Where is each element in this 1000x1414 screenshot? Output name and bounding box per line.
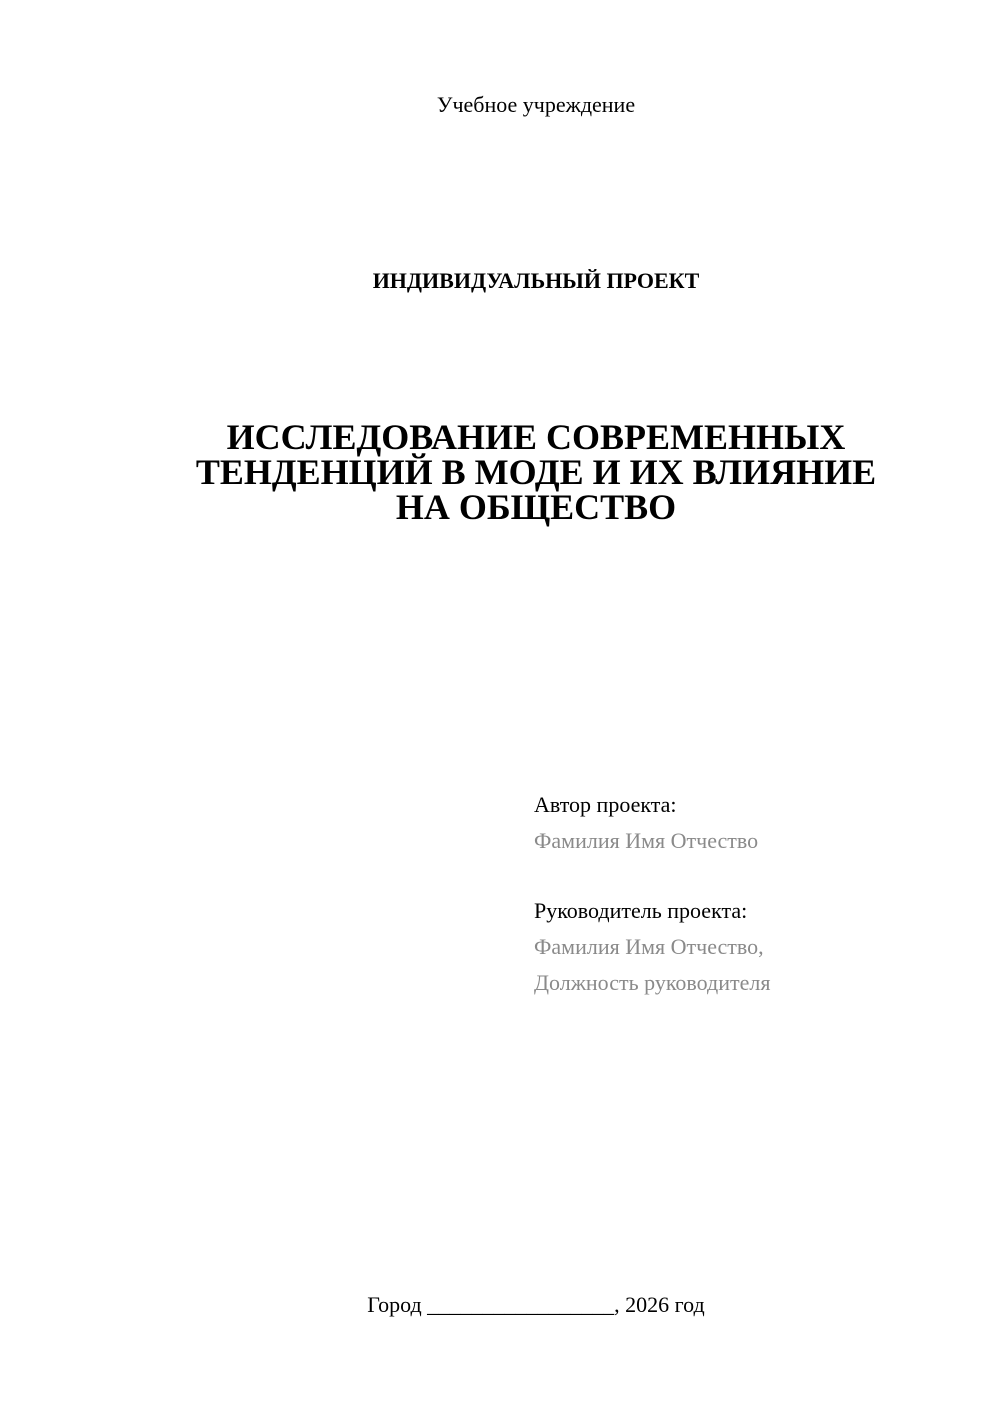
people-spacer bbox=[534, 859, 974, 893]
project-title-line-1: ИССЛЕДОВАНИЕ СОВРЕМЕННЫХ bbox=[226, 417, 846, 457]
author-name: Фамилия Имя Отчество bbox=[534, 828, 759, 853]
project-title-line-2: ТЕНДЕНЦИЙ В МОДЕ И ИХ ВЛИЯНИЕ bbox=[195, 452, 877, 492]
city-year-line: Город _________________, 2026 год bbox=[367, 1292, 705, 1317]
project-title-line-3: НА ОБЩЕСТВО bbox=[395, 487, 677, 527]
project-type-heading: ИНДИВИДУАЛЬНЫЙ ПРОЕКТ bbox=[372, 268, 700, 293]
supervisor-label: Руководитель проекта: bbox=[534, 898, 748, 923]
project-title bbox=[0, 417, 1000, 527]
supervisor-name: Фамилия Имя Отчество, bbox=[534, 934, 764, 959]
supervisor-position: Должность руководителя bbox=[534, 970, 771, 995]
author-label: Автор проекта: bbox=[534, 792, 677, 817]
institution-name: Учебное учреждение bbox=[436, 92, 636, 117]
project-people-block bbox=[534, 787, 974, 1001]
